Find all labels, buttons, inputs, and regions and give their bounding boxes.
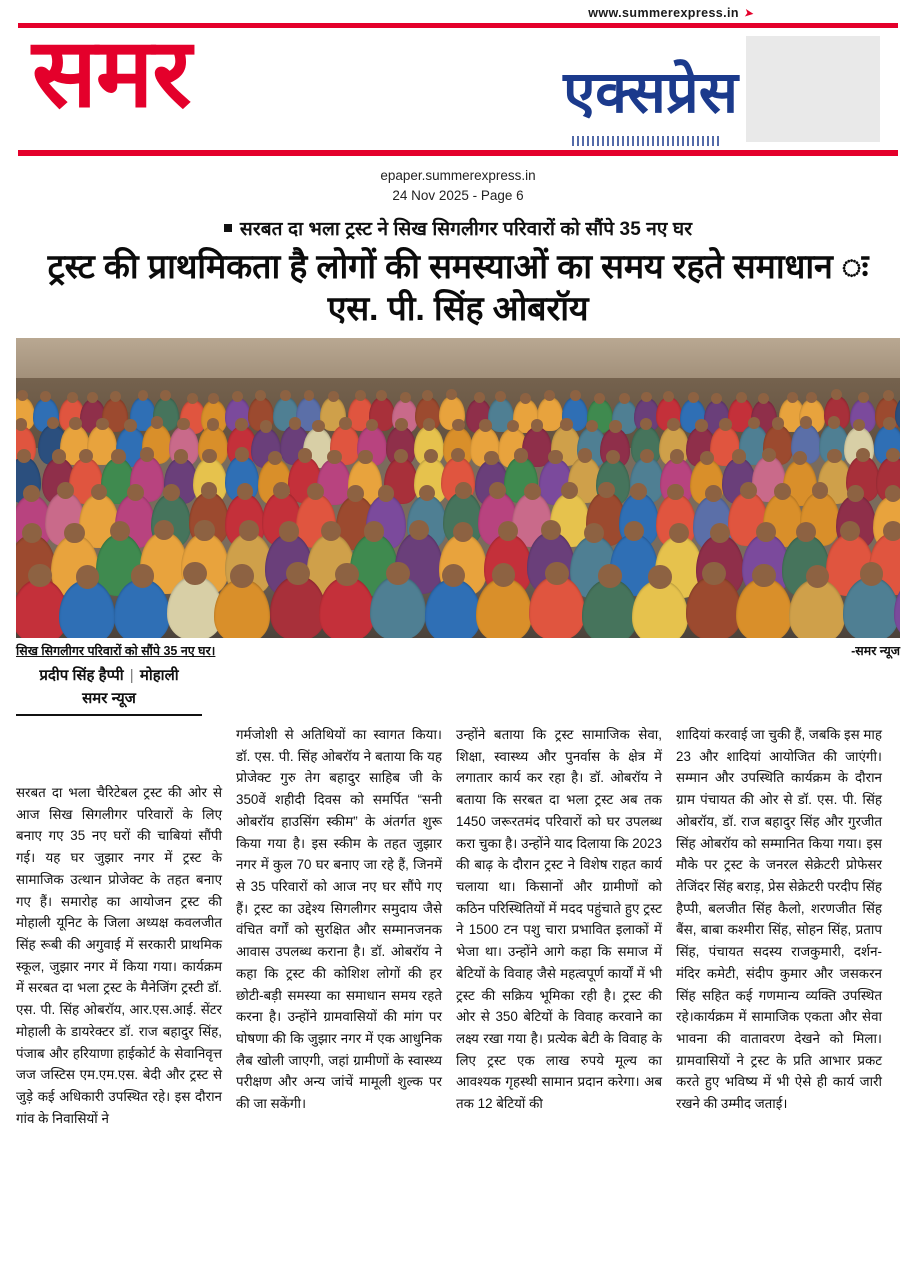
photo-person-head <box>514 448 528 462</box>
site-url-bar <box>18 6 898 20</box>
photo-person-head <box>667 484 684 501</box>
photo-person-head <box>260 420 273 433</box>
photo-person-head <box>455 482 472 499</box>
photo-person-head <box>230 564 254 588</box>
photo-person-head <box>394 449 408 463</box>
photo-person-head <box>452 419 465 432</box>
photo-person-head <box>140 447 154 461</box>
photo-person-head <box>17 390 28 401</box>
photo-person-head <box>378 485 395 502</box>
byline-author: प्रदीप सिंह हैप्पी <box>39 667 124 685</box>
photo-person-head <box>339 417 352 430</box>
photo-person-head <box>17 449 31 463</box>
photo-person-head <box>719 418 732 431</box>
photo-person-head <box>560 418 573 431</box>
kicker-line <box>20 215 896 241</box>
page-meta <box>0 156 916 211</box>
photo-person-head <box>76 565 100 589</box>
photo-person-head <box>489 482 506 499</box>
page-title: ट्रस्ट की प्राथमिकता है लोगों की समस्याओं का समय रहते समाधान ः एस. पी. सिंह ओबरॉय <box>47 248 869 328</box>
article-paragraph: शादियां करवाई जा चुकी हैं, जबकि इस माह 23 और शादियां आयोजित की जाएंगी। सम्मान और उपस्थिति कार्यक्रम के दौरान ग्राम पंचायत की ओर से डॉ. एस. पी. सिंह ओबरॉय, डॉ. राज बहादुर सिंह और गुरजीत सिंह ओबरॉय को सम्मानित किया गया। इस मौके पर ट्रस्ट के जनरल सेक्रेटरी प्रोफेसर तेजिंदर सिंह बराड़, प्रेस सेक्रेटरी परदीप सिंह हैप्पी, बलजीत सिंह कैलो, शरणजीत सिंह बैंस, बाबा कश्मीरा सिंह, सोहन सिंह, प्रताप सिंह, पंचायत सदस्य राजकुमारी, दर्शन-मंदिर कमेटी, संदीप कुमार और जसकरन सिंह सहित कई गणमान्य व्यक्ति उपस्थित रहे।कार्यक्रम में सामाजिक एकता और सेवा भावना की वातावरण देखने को मिला। ग्रामवासियों ने ट्रस्ट के प्रति आभार प्रकट करते हुए भविष्य में भी ऐसे ही कार्य जारी रखने की उम्मीद जताई। <box>676 727 882 1112</box>
photo-person-head <box>598 564 622 588</box>
byline-location: मोहाली <box>139 667 179 685</box>
photo-person-head <box>194 520 214 540</box>
photo-person-head <box>640 449 654 463</box>
photo-person-head <box>856 448 870 462</box>
photo-person-head <box>479 419 492 432</box>
photo-person-head <box>202 449 216 463</box>
photo-person-head <box>364 521 384 541</box>
photo-person-head <box>201 482 218 499</box>
photo-person <box>270 576 326 638</box>
masthead <box>0 0 916 156</box>
article-body <box>0 716 916 1129</box>
epaper-url: epaper.summerexpress.in <box>380 168 536 183</box>
photo-person-head <box>131 564 155 588</box>
photo-person-head <box>124 419 137 432</box>
photo-person-head <box>711 393 722 404</box>
photo-person-head <box>400 392 411 403</box>
photo-person-head <box>286 562 310 586</box>
article-column-3 <box>456 724 662 1115</box>
photo-person-head <box>624 521 644 541</box>
photo-person-head <box>545 562 569 586</box>
photo-person-head <box>858 392 869 403</box>
cursor-arrow-icon: ➤ <box>743 5 755 21</box>
photo-person-head <box>648 565 672 589</box>
photo-person <box>370 576 426 638</box>
date-and-page: 24 Nov 2025 - Page 6 <box>392 187 524 203</box>
photo-person-head <box>827 449 841 463</box>
news-photo <box>16 338 900 638</box>
article-paragraph: गर्मजोशी से अतिथियों का स्वागत किया। डॉ. एस. पी. सिंह ओबरॉय ने बताया कि यह प्रोजेक्ट गुरु तेग बहादुर साहिब जी के 350वें शहीदी दिवस को समर्पित “सनी ओबरॉय हाउसिंग स्कीम” के अंतर्गत शुरू किया गया है। इस स्कीम के तहत जुझार नगर में कुल 70 घर बनाए जा रहे हैं, जिनमें से 35 परिवारों को आज नए घर सौंपे गए हैं। ट्रस्ट का उद्देश्य सिगलीगर समुदाय जैसे वंचित वर्गों को सुरक्षित और सम्मानजनक आवास उपलब्ध कराना है। डॉ. ओबरॉय ने कहा कि ट्रस्ट की कोशिश लोगों की हर छोटी-बड़ी समस्या का समाधान समय रहते करना है। उन्होंने ग्रामवासियों की मांग पर घोषणा की कि जुझार नगर में एक आधुनिक लैब खोली जाएगी, जहां ग्रामीणों के स्वास्थ्य परीक्षण और अन्य जांचें मामूली शुल्क पर की जा सकेंगी। <box>236 727 442 1112</box>
byline <box>16 665 202 716</box>
photo-person-head <box>423 418 436 431</box>
photo-person-head <box>787 392 798 403</box>
photo-person-head <box>453 522 473 542</box>
photo-person-head <box>705 485 722 502</box>
site-url-text: www.summerexpress.in <box>588 6 739 20</box>
byline-zone <box>0 659 916 716</box>
photo-person-head <box>312 420 325 433</box>
photo-person-head <box>22 523 42 543</box>
byline-separator: | <box>129 667 134 685</box>
photo-person-head <box>492 563 516 587</box>
article-column-1 <box>16 724 222 1129</box>
photo-person-head <box>328 391 339 402</box>
photo-credit: -समर न्यूज <box>851 644 900 659</box>
photo-person-head <box>541 520 561 540</box>
photo-person-head <box>235 418 248 431</box>
logo-word-express: एक्सप्रेस <box>563 60 738 125</box>
masthead-logo <box>18 20 898 150</box>
photo-person <box>319 577 375 638</box>
masthead-dot-rule <box>572 136 722 146</box>
photo-block <box>0 338 916 638</box>
photo-caption: सिख सिगलीगर परिवारों को सौंपे 35 नए घर। <box>16 644 216 659</box>
photo-person-head <box>630 483 647 500</box>
photo-person-head <box>174 449 188 463</box>
photo-person-head <box>883 521 900 541</box>
photo-person-head <box>327 450 341 464</box>
photo-person-head <box>695 419 708 432</box>
article-paragraph: सरबत दा भला चैरिटेबल ट्रस्ट की ओर से आज सिख सिगलीगर परिवारों के लिए बनाए गए 35 नए घरों की चाबियां सौंपी गई। यह घर जुझार नगर में ट्रस्ट के सामाजिक उत्थान प्रोजेक्ट के तहत बनाए गए हैं। समारोह का आयोजन ट्रस्ट की मोहाली यूनिट के जिला अध्यक्ष कवलजीत सिंह रूबी की अगुवाई में सरकारी प्राथमिक स्कूल, जुझार नगर में किया गया। कार्यक्रम में सरबत दा भला ट्रस्ट के मैनेजिंग ट्रस्टी डॉ. एस. पी. सिंह ओबरॉय, आर.एस.आई. सेंटर मोहाली के डायरेक्टर डॉ. राज बहादुर सिंह, पंजाब और हरियाणा हाईकोर्ट के सेवानिवृत्त जज जस्टिस एम.एम.एस. बेदी और ट्रस्ट से जुड़े कई अधिकारी उपस्थित रहे। इस दौरान गांव के निवासियों ने <box>16 785 222 1126</box>
byline-outlet: समर न्यूज <box>82 689 136 707</box>
photo-person-head <box>298 448 312 462</box>
photo-person-head <box>183 562 207 586</box>
photo-person-head <box>570 390 581 401</box>
photo-person-head <box>847 485 864 502</box>
photo-person-head <box>111 449 125 463</box>
photo-person-head <box>561 482 578 499</box>
photo-person-head <box>289 417 302 430</box>
photo-person-head <box>883 390 894 401</box>
photo-crowd <box>16 390 900 638</box>
photo-person-head <box>64 523 84 543</box>
photo-person-head <box>69 417 82 430</box>
photo-person-head <box>57 482 74 499</box>
photo-person <box>476 578 532 638</box>
photo-person-head <box>255 390 266 401</box>
photo-person-head <box>520 393 531 404</box>
photo-person-head <box>395 418 408 431</box>
photo-person-head <box>279 521 299 541</box>
headline-block <box>0 211 916 330</box>
photo-person-head <box>110 391 121 402</box>
photo-person-head <box>273 482 290 499</box>
photo-person-head <box>772 417 785 430</box>
photo-person-head <box>96 418 109 431</box>
photo-person-head <box>774 483 791 500</box>
photo-person-head <box>578 448 592 462</box>
photo-person-head <box>474 392 485 403</box>
photo-person-head <box>883 417 896 430</box>
photo-person-head <box>67 392 78 403</box>
article-column-4 <box>676 724 882 1115</box>
photo-person-head <box>860 562 884 586</box>
photo-person-head <box>756 522 776 542</box>
photo-person-head <box>594 393 605 404</box>
photo-person-head <box>688 392 699 403</box>
photo-caption-row <box>0 638 916 659</box>
photo-person-head <box>424 449 438 463</box>
photo-person-head <box>151 416 164 429</box>
bullet-square-icon <box>224 224 232 232</box>
photo-person-head <box>409 520 429 540</box>
photo-person-head <box>23 485 40 502</box>
photo-person-head <box>740 482 757 499</box>
photo-person-head <box>619 393 630 404</box>
logo-word-samar: समर <box>32 20 191 127</box>
photo-person-head <box>800 416 813 429</box>
photo-person-head <box>812 482 829 499</box>
kicker-text: सरबत दा भला ट्रस्ट ने सिख सिगलीगर परिवारों को सौंपे 35 नए घर <box>239 219 693 241</box>
photo-person-head <box>347 485 364 502</box>
photo-person <box>529 576 585 638</box>
photo-person-head <box>840 521 860 541</box>
photo-person-head <box>127 484 144 501</box>
photo-person-head <box>207 418 220 431</box>
photo-person-head <box>598 482 615 499</box>
photo-person-head <box>732 449 746 463</box>
masthead-bottom-rule <box>18 150 898 156</box>
photo-person-head <box>663 391 674 402</box>
photo-person-head <box>335 563 359 587</box>
photo-person-head <box>163 484 180 501</box>
photo-person-head <box>548 450 562 464</box>
photo-person-head <box>138 390 149 401</box>
photo-person-head <box>484 451 498 465</box>
photo-person-head <box>235 447 249 461</box>
photo-person-head <box>28 564 52 588</box>
masthead-grey-panel <box>746 36 880 142</box>
article-column-2 <box>236 724 442 1115</box>
photo-person-head <box>736 392 747 403</box>
photo-person-head <box>752 564 776 588</box>
photo-person-head <box>239 520 259 540</box>
photo-person-head <box>524 483 541 500</box>
photo-person-head <box>586 420 599 433</box>
article-paragraph: उन्होंने बताया कि ट्रस्ट सामाजिक सेवा, शिक्षा, स्वास्थ्य और पुनर्वास के क्षेत्र में लगातार कार्य कर रहा है। डॉ. ओबरॉय ने बताया कि सरबत दा भला ट्रस्ट अब तक 1450 जरूरतमंद परिवारों को घर उपलब्ध करा चुका है। उन्होंने याद दिलाया कि 2023 की बाढ़ के दौरान ट्रस्ट ने विशेष राहत कार्य चलाया था। किसानों और ग्रामीणों को कठिन परिस्थितियों में मदद पहुंचाते हुए ट्रस्ट ने 1500 टन पशु चारा प्रभावित इलाकों में भेजा था। उन्होंने आगे कहा कि समाज में बेटियों के विवाह जैसे महत्वपूर्ण कार्यों में भी ट्रस्ट की सक्रिय भूमिका रही है। ट्रस्ट की ओर से 350 बेटियों के विवाह करवाने का लक्ष्य रखा गया है। प्रत्येक बेटी के विवाह के लिए ट्रस्ट एक लाख रुपये मूल्य का आवश्यक गृहस्थी सामान प्रदान करेगा। अब तक 12 बेटियों की <box>456 727 662 1112</box>
photo-person-head <box>531 419 544 432</box>
photo-person-head <box>358 450 372 464</box>
photo-person-head <box>702 562 726 586</box>
photo-person-head <box>386 562 410 586</box>
photo-person-head <box>609 420 622 433</box>
photo-person-head <box>304 390 315 401</box>
photo-person-head <box>667 418 680 431</box>
photo-person-head <box>885 485 900 502</box>
